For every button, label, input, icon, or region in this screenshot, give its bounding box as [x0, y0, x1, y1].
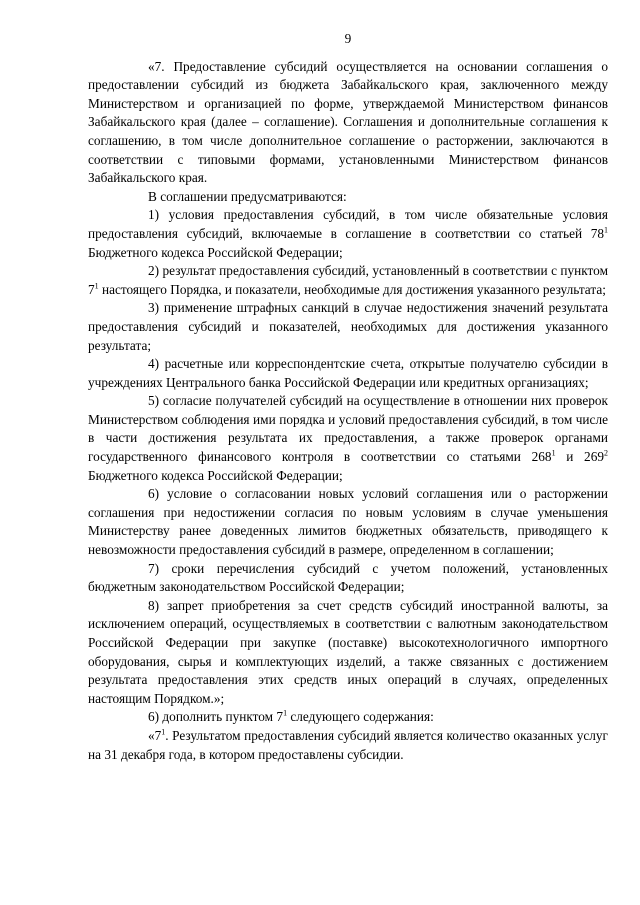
paragraph-clause-7 [88, 58, 608, 188]
paragraph-item-4 [88, 355, 608, 392]
paragraph-text: «7. Предоставление субсидий осуществляется на основании соглашения о предоставлении субсидий из бюджета Забайкальского края, заключенного между Министерством и организацией по форме, утверждаемой Министерством финансов Забайкальского края (далее – соглашение). Соглашения и дополнительные соглашения к соглашению, в том числе дополнительное соглашение о расторжении, заключаются в соответствии с типовыми формами, установленными Министерством финансов Забайкальского края. [88, 58, 608, 186]
paragraph-agreement-provisions [88, 188, 608, 207]
paragraph-text: следующего содержания: [287, 709, 434, 725]
paragraph-text: В соглашении предусматриваются: [148, 188, 347, 204]
paragraph-text: 7) сроки перечисления субсидий с учетом положений, установленных бюджетным законодательством Российской Федерации; [88, 560, 608, 595]
paragraph-text: 5) согласие получателей субсидий на осуществление в отношении них проверок Министерством соблюдения ими порядка и условий предоставления субсидий, в том числе в части достижения результата их предоставления, а также проверок органами государственного финансового контроля в соответствии со статьями 268 [88, 393, 608, 465]
superscript: 1 [283, 708, 288, 718]
paragraph-text: . Результатом предоставления субсидий является количество оказанных услуг на 31 декабря года, в котором предоставлены субсидии. [88, 727, 608, 762]
paragraph-text: 3) применение штрафных санкций в случае недостижения значений результата предоставления субсидий и показателей, необходимых для достижения указанного результата; [88, 300, 608, 353]
paragraph-item-3 [88, 299, 608, 355]
paragraph-text: 6) условие о согласовании новых условий соглашения или о расторжении соглашения при недостижении согласия по новым условиям в случае уменьшения Министерству ранее доведенных лимитов бюджетных обязательств, приводящего к невозможности предоставления субсидий в размере, определенном в соглашении; [88, 486, 608, 558]
paragraph-item-1 [88, 206, 608, 262]
paragraph-text: и 269 [555, 449, 604, 465]
paragraph-item-6 [88, 485, 608, 559]
document-page [88, 30, 608, 764]
superscript: 1 [94, 281, 99, 291]
superscript: 2 [604, 448, 608, 458]
page-number: 9 [344, 31, 352, 46]
paragraph-text: 8) запрет приобретения за счет средств субсидий иностранной валюты, за исключением операций, осуществляемых в соответствии с валютным законодательством Российской Федерации при закупке (поставке) высокотехнологичного импортного оборудования, сырья и комплектующих изделий, а также связанных с достижением результата предоставления этих средств иных операций в случаях, определенных настоящим Порядком.»; [88, 597, 608, 706]
paragraph-text: 1) условия предоставления субсидий, в том числе обязательные условия предоставления субсидий, включаемые в соглашение в соответствии со статьей 78 [88, 207, 608, 241]
paragraph-text: Бюджетного кодекса Российской Федерации; [88, 244, 343, 260]
paragraph-clause-7-1 [88, 727, 608, 764]
paragraph-amendment-6 [88, 708, 608, 727]
paragraph-item-5 [88, 392, 608, 485]
paragraph-text: «7 [148, 727, 162, 743]
paragraph-item-8 [88, 597, 608, 709]
paragraph-item-2 [88, 262, 608, 299]
paragraph-text: 4) расчетные или корреспондентские счета, открытые получателю субсидии в учреждениях Центрального банка Российской Федерации или кредитных организациях; [88, 356, 608, 390]
paragraph-text: Бюджетного кодекса Российской Федерации; [88, 467, 343, 483]
superscript: 1 [604, 225, 608, 235]
paragraph-item-7 [88, 560, 608, 597]
superscript: 1 [161, 727, 166, 737]
paragraph-text: настоящего Порядка, и показатели, необходимые для достижения указанного результата; [98, 281, 606, 297]
paragraph-text: 6) дополнить пунктом 7 [148, 709, 284, 725]
superscript: 1 [551, 448, 556, 458]
paragraph-text: 2) результат предоставления субсидий, установленный в соответствии с пунктом 7 [88, 263, 608, 297]
